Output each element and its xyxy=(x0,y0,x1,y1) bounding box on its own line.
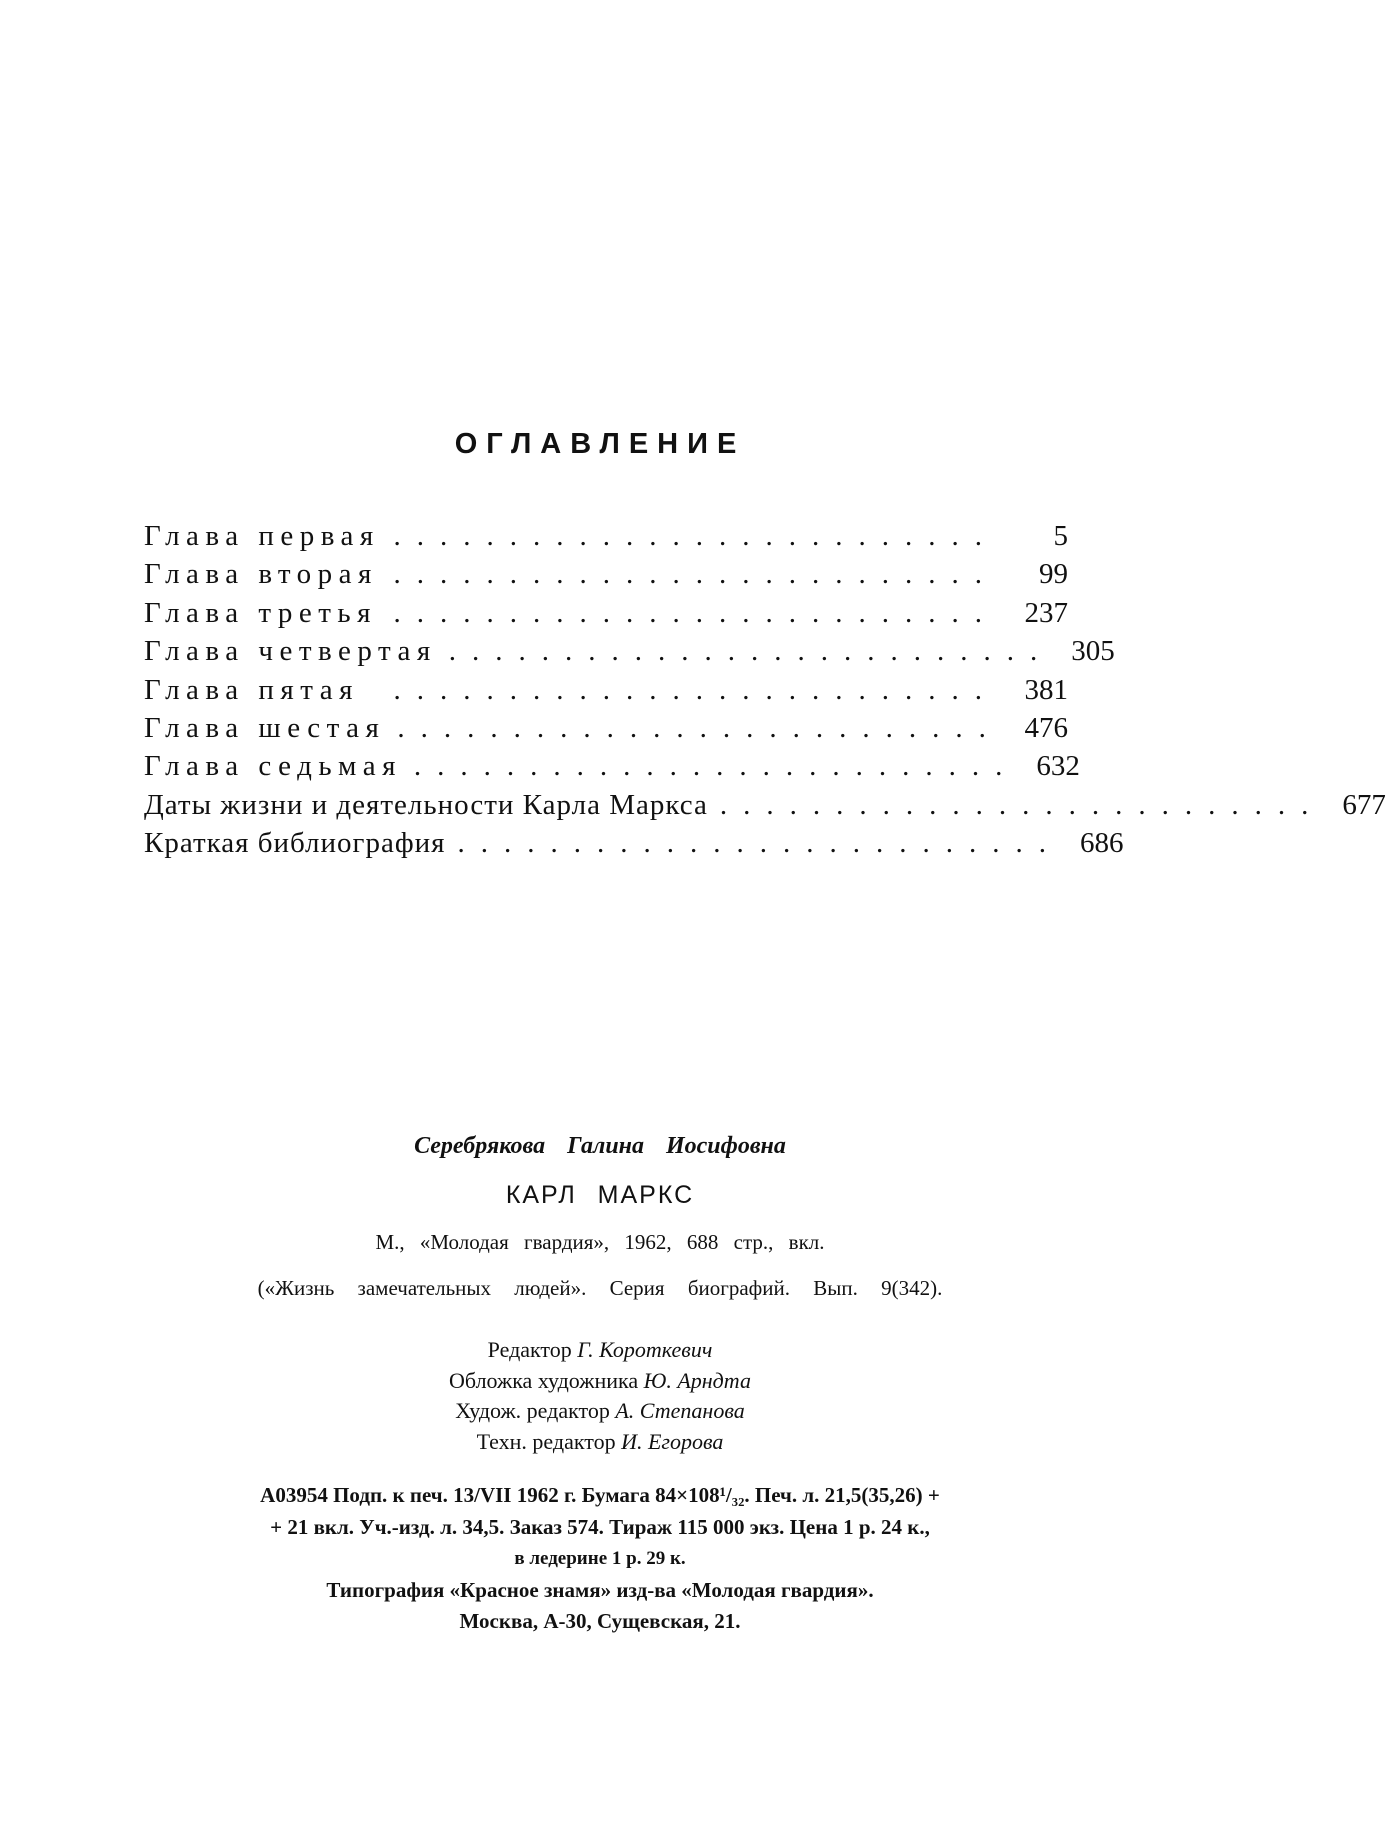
credit-line xyxy=(0,1335,1200,1366)
credit-person: Г. Короткевич xyxy=(577,1337,713,1362)
toc-entry-label: Глава седьмая xyxy=(144,750,402,783)
toc-entry-page: 381 xyxy=(1024,673,1068,706)
toc-entry xyxy=(144,635,1115,673)
toc-entry-page: 476 xyxy=(1024,711,1068,744)
book-title: КАРЛ МАРКС xyxy=(505,1181,695,1209)
toc-entry-page: 686 xyxy=(1079,827,1124,860)
toc-entry xyxy=(144,674,1068,712)
credit-role: Худож. редактор xyxy=(455,1398,610,1423)
toc-leader-dots: .......................... xyxy=(448,635,1054,668)
credit-line xyxy=(0,1396,1200,1427)
imprint-line: Типография «Красное знамя» изд-ва «Молодая гвардия». xyxy=(326,1577,874,1602)
toc-leader-dots: .......................... xyxy=(413,750,1019,783)
toc-entry-page: 237 xyxy=(1024,596,1068,629)
toc-entry-label: Краткая библиография xyxy=(144,827,446,860)
credits xyxy=(0,1335,1200,1457)
imprint-line: в ледерине 1 р. 29 к. xyxy=(514,1548,686,1569)
author-name: Серебрякова Галина Иосифовна xyxy=(414,1133,786,1159)
toc-entry xyxy=(144,712,1068,750)
toc-entry xyxy=(144,597,1068,635)
toc-leader-dots: .......................... xyxy=(393,520,998,552)
table-of-contents xyxy=(144,520,1386,866)
series-info: («Жизнь замечательных людей». Серия биографий. Вып. 9(342). xyxy=(257,1276,943,1300)
toc-leader-dots: .......................... xyxy=(393,558,998,591)
credit-line xyxy=(0,1366,1200,1397)
credit-person: А. Степанова xyxy=(615,1398,745,1423)
publication-info: М., «Молодая гвардия», 1962, 688 стр., вкл. xyxy=(375,1230,825,1254)
toc-leader-dots: .......................... xyxy=(393,596,998,629)
toc-leader-dots: .......................... xyxy=(393,673,998,706)
toc-leader-dots: .......................... xyxy=(719,788,1325,821)
toc-entry-page: 305 xyxy=(1071,635,1115,668)
toc-entry-label: Даты жизни и деятельности Карла Маркса xyxy=(144,788,708,821)
toc-entry-label: Глава четвертая xyxy=(144,635,437,668)
toc-entry xyxy=(144,520,1068,558)
imprint-line: Москва, А-30, Сущевская, 21. xyxy=(459,1609,741,1633)
toc-entry-label: Глава первая xyxy=(144,520,380,552)
credit-person: Ю. Арндта xyxy=(643,1367,751,1393)
imprint-line: + 21 вкл. Уч.-изд. л. 34,5. Заказ 574. Тираж 115 000 экз. Цена 1 р. 24 к., xyxy=(270,1514,930,1539)
credit-role: Техн. редактор xyxy=(476,1428,616,1454)
imprint xyxy=(100,1480,1100,1638)
toc-entry-page: 99 xyxy=(1039,558,1068,591)
toc-entry xyxy=(144,827,1124,865)
credit-role: Обложка художника xyxy=(449,1367,639,1393)
toc-entry-label: Глава пятая xyxy=(144,673,359,706)
toc-title: ОГЛАВЛЕНИЕ xyxy=(454,428,746,460)
credit-line xyxy=(0,1427,1200,1458)
credit-person: И. Егорова xyxy=(621,1428,724,1454)
toc-entry xyxy=(144,788,1386,827)
toc-entry-page: 677 xyxy=(1342,788,1386,821)
toc-leader-dots: .......................... xyxy=(397,711,1002,744)
toc-entry-label: Глава третья xyxy=(144,596,377,629)
toc-entry-page: 632 xyxy=(1036,750,1080,783)
toc-entry xyxy=(144,558,1068,596)
toc-entry-label: Глава вторая xyxy=(144,558,378,591)
toc-entry-label: Глава шестая xyxy=(144,711,386,744)
credit-role: Редактор xyxy=(487,1337,572,1362)
toc-entry xyxy=(144,750,1080,788)
imprint-line: А03954 Подп. к печ. 13/VII 1962 г. Бумага 84×108¹/₃₂. Печ. л. 21,5(35,26) + xyxy=(260,1483,940,1507)
toc-entry-page: 5 xyxy=(1053,520,1068,552)
toc-leader-dots: .......................... xyxy=(457,827,1062,860)
